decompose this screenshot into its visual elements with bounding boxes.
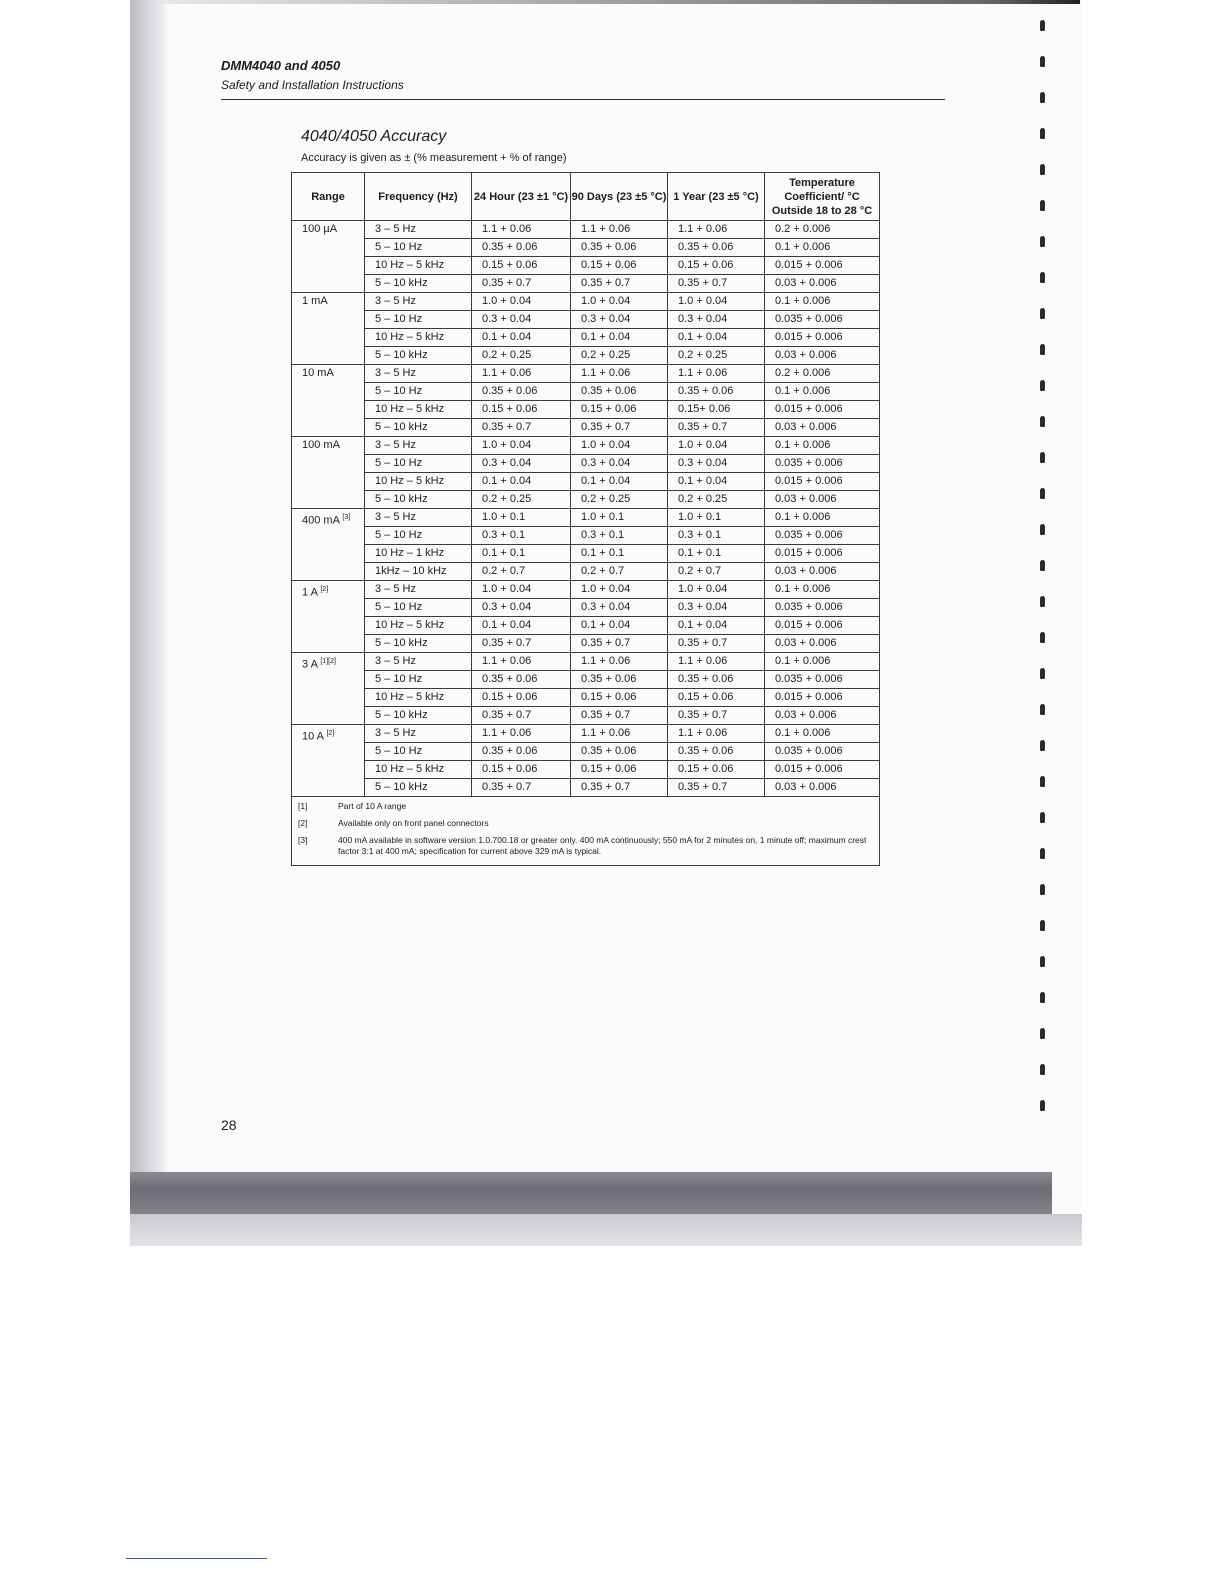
- temp-coefficient-cell: 0.015 + 0.006: [765, 689, 880, 707]
- temp-coefficient-cell: 0.2 + 0.006: [765, 365, 880, 383]
- footnote-text: Available only on front panel connectors: [338, 818, 489, 828]
- accuracy-90d-cell: 1.0 + 0.04: [571, 293, 668, 311]
- accuracy-24h-cell: 0.15 + 0.06: [472, 689, 571, 707]
- temp-coefficient-cell: 0.035 + 0.006: [765, 743, 880, 761]
- accuracy-90d-cell: 0.35 + 0.06: [571, 239, 668, 257]
- temp-coefficient-cell: 0.03 + 0.006: [765, 419, 880, 437]
- temp-coefficient-cell: 0.03 + 0.006: [765, 275, 880, 293]
- accuracy-90d-cell: 0.3 + 0.04: [571, 455, 668, 473]
- range-cell: [292, 725, 365, 797]
- binding-ring-mark: [1040, 524, 1045, 535]
- temp-coefficient-cell: 0.1 + 0.006: [765, 653, 880, 671]
- header-90-days: 90 Days (23 ±5 °C): [571, 173, 668, 221]
- temp-coefficient-cell: 0.03 + 0.006: [765, 779, 880, 797]
- footnotes: [292, 797, 880, 866]
- table-body: [292, 221, 880, 866]
- accuracy-90d-cell: 0.2 + 0.25: [571, 347, 668, 365]
- binding-ring-mark: [1040, 992, 1045, 1003]
- table-row: [292, 473, 880, 491]
- accuracy-24h-cell: 0.15 + 0.06: [472, 257, 571, 275]
- accuracy-90d-cell: 0.35 + 0.7: [571, 419, 668, 437]
- temp-coefficient-cell: 0.03 + 0.006: [765, 347, 880, 365]
- temp-coefficient-cell: 0.015 + 0.006: [765, 257, 880, 275]
- accuracy-1y-cell: 0.3 + 0.04: [668, 311, 765, 329]
- frequency-cell: 5 – 10 kHz: [365, 779, 472, 797]
- table-row: [292, 743, 880, 761]
- frequency-cell: 5 – 10 kHz: [365, 275, 472, 293]
- accuracy-24h-cell: 0.1 + 0.04: [472, 617, 571, 635]
- footnote-number: [1]: [298, 801, 308, 811]
- accuracy-1y-cell: 0.1 + 0.04: [668, 617, 765, 635]
- temp-coefficient-cell: 0.035 + 0.006: [765, 671, 880, 689]
- temp-coefficient-cell: 0.2 + 0.006: [765, 221, 880, 239]
- accuracy-24h-cell: 1.1 + 0.06: [472, 221, 571, 239]
- range-label: 1 mA: [302, 295, 328, 307]
- page-bottom-band: [130, 1172, 1052, 1214]
- accuracy-24h-cell: 1.0 + 0.04: [472, 293, 571, 311]
- table-row: [292, 635, 880, 653]
- binding-ring-mark: [1040, 596, 1045, 607]
- document-subtitle: Safety and Installation Instructions: [221, 78, 404, 92]
- temp-coefficient-cell: 0.1 + 0.006: [765, 293, 880, 311]
- temp-coefficient-cell: 0.03 + 0.006: [765, 491, 880, 509]
- range-cell: [292, 221, 365, 293]
- accuracy-24h-cell: 0.1 + 0.1: [472, 545, 571, 563]
- footnote: [298, 801, 873, 812]
- binding-ring-mark: [1040, 200, 1045, 211]
- frequency-cell: 3 – 5 Hz: [365, 653, 472, 671]
- accuracy-1y-cell: 0.35 + 0.06: [668, 671, 765, 689]
- accuracy-24h-cell: 0.2 + 0.25: [472, 347, 571, 365]
- section-title: 4040/4050 Accuracy: [301, 128, 447, 145]
- accuracy-1y-cell: 0.35 + 0.06: [668, 743, 765, 761]
- range-label: 10 A: [302, 730, 324, 743]
- table-row: [292, 347, 880, 365]
- range-footnote-ref: [2]: [326, 730, 335, 737]
- accuracy-24h-cell: 0.3 + 0.04: [472, 311, 571, 329]
- frequency-cell: 5 – 10 Hz: [365, 527, 472, 545]
- accuracy-1y-cell: 0.15 + 0.06: [668, 761, 765, 779]
- frequency-cell: 10 Hz – 5 kHz: [365, 329, 472, 347]
- table-row: [292, 329, 880, 347]
- accuracy-24h-cell: 0.2 + 0.25: [472, 491, 571, 509]
- frequency-cell: 3 – 5 Hz: [365, 581, 472, 599]
- table-row: [292, 563, 880, 581]
- frequency-cell: 10 Hz – 5 kHz: [365, 401, 472, 419]
- binding-ring-mark: [1040, 488, 1045, 499]
- header-frequency: Frequency (Hz): [365, 173, 472, 221]
- footnotes-row: [292, 797, 880, 866]
- frequency-cell: 10 Hz – 5 kHz: [365, 473, 472, 491]
- accuracy-1y-cell: 1.1 + 0.06: [668, 653, 765, 671]
- accuracy-24h-cell: 0.2 + 0.7: [472, 563, 571, 581]
- temp-coefficient-cell: 0.015 + 0.006: [765, 545, 880, 563]
- accuracy-90d-cell: 1.1 + 0.06: [571, 221, 668, 239]
- accuracy-24h-cell: 0.35 + 0.06: [472, 383, 571, 401]
- frequency-cell: 10 Hz – 5 kHz: [365, 257, 472, 275]
- accuracy-24h-cell: 0.1 + 0.04: [472, 329, 571, 347]
- accuracy-24h-cell: 0.35 + 0.7: [472, 779, 571, 797]
- accuracy-24h-cell: 0.3 + 0.04: [472, 599, 571, 617]
- accuracy-90d-cell: 0.3 + 0.1: [571, 527, 668, 545]
- accuracy-90d-cell: 0.1 + 0.04: [571, 473, 668, 491]
- accuracy-1y-cell: 1.0 + 0.04: [668, 581, 765, 599]
- range-label: 100 µA: [302, 223, 338, 235]
- binding-ring-mark: [1040, 956, 1045, 967]
- range-label: 400 mA: [302, 514, 340, 527]
- accuracy-1y-cell: 0.3 + 0.04: [668, 455, 765, 473]
- table-row: [292, 491, 880, 509]
- table-row: [292, 599, 880, 617]
- binding-ring-mark: [1040, 776, 1045, 787]
- accuracy-24h-cell: 0.35 + 0.06: [472, 239, 571, 257]
- accuracy-90d-cell: 1.0 + 0.04: [571, 581, 668, 599]
- accuracy-24h-cell: 0.15 + 0.06: [472, 761, 571, 779]
- binding-shadow: [130, 0, 168, 1246]
- binding-ring-mark: [1040, 20, 1045, 31]
- binding-ring-mark: [1040, 848, 1045, 859]
- frequency-cell: 3 – 5 Hz: [365, 437, 472, 455]
- frequency-cell: 3 – 5 Hz: [365, 509, 472, 527]
- accuracy-1y-cell: 0.35 + 0.7: [668, 707, 765, 725]
- accuracy-90d-cell: 1.1 + 0.06: [571, 653, 668, 671]
- accuracy-1y-cell: 0.1 + 0.1: [668, 545, 765, 563]
- accuracy-1y-cell: 1.1 + 0.06: [668, 725, 765, 743]
- table-row: [292, 221, 880, 239]
- header-range: Range: [292, 173, 365, 221]
- table-row: [292, 257, 880, 275]
- temp-coefficient-cell: 0.015 + 0.006: [765, 401, 880, 419]
- accuracy-24h-cell: 1.0 + 0.04: [472, 581, 571, 599]
- table-row: [292, 239, 880, 257]
- frequency-cell: 10 Hz – 1 kHz: [365, 545, 472, 563]
- table-row: [292, 365, 880, 383]
- footnote: [298, 835, 873, 857]
- table-row: [292, 527, 880, 545]
- accuracy-1y-cell: 0.35 + 0.06: [668, 239, 765, 257]
- table-row: [292, 761, 880, 779]
- accuracy-90d-cell: 0.35 + 0.7: [571, 779, 668, 797]
- accuracy-1y-cell: 0.3 + 0.04: [668, 599, 765, 617]
- temp-coefficient-cell: 0.1 + 0.006: [765, 509, 880, 527]
- frequency-cell: 5 – 10 Hz: [365, 383, 472, 401]
- accuracy-90d-cell: 0.35 + 0.7: [571, 635, 668, 653]
- frequency-cell: 5 – 10 Hz: [365, 599, 472, 617]
- footnote-text: 400 mA available in software version 1.0.700.18 or greater only. 400 mA continuously; 550 mA for 2 minutes on, 1 minute off; maximum crest factor 3:1 at 400 mA; specification for current above 329 mA is typical.: [338, 835, 867, 856]
- table-row: [292, 581, 880, 599]
- accuracy-1y-cell: 0.1 + 0.04: [668, 473, 765, 491]
- accuracy-90d-cell: 0.35 + 0.7: [571, 707, 668, 725]
- accuracy-90d-cell: 1.1 + 0.06: [571, 725, 668, 743]
- binding-ring-mark: [1040, 416, 1045, 427]
- table-row: [292, 311, 880, 329]
- accuracy-24h-cell: 1.1 + 0.06: [472, 365, 571, 383]
- accuracy-24h-cell: 0.3 + 0.1: [472, 527, 571, 545]
- accuracy-1y-cell: 0.2 + 0.25: [668, 347, 765, 365]
- binding-ring-mark: [1040, 56, 1045, 67]
- accuracy-24h-cell: 1.0 + 0.04: [472, 437, 571, 455]
- temp-coefficient-cell: 0.015 + 0.006: [765, 617, 880, 635]
- footnote-number: [2]: [298, 818, 308, 828]
- accuracy-1y-cell: 0.35 + 0.7: [668, 275, 765, 293]
- table-row: [292, 275, 880, 293]
- temp-coefficient-cell: 0.03 + 0.006: [765, 707, 880, 725]
- accuracy-90d-cell: 0.35 + 0.06: [571, 383, 668, 401]
- accuracy-90d-cell: 0.2 + 0.25: [571, 491, 668, 509]
- table-row: [292, 401, 880, 419]
- accuracy-24h-cell: 0.3 + 0.04: [472, 455, 571, 473]
- binding-ring-mark: [1040, 668, 1045, 679]
- page-number: 28: [221, 1117, 237, 1133]
- accuracy-1y-cell: 0.35 + 0.7: [668, 779, 765, 797]
- binding-ring-mark: [1040, 812, 1045, 823]
- binding-ring-mark: [1040, 920, 1045, 931]
- accuracy-24h-cell: 0.1 + 0.04: [472, 473, 571, 491]
- table-row: [292, 293, 880, 311]
- binding-ring-mark: [1040, 1100, 1045, 1111]
- temp-coefficient-cell: 0.03 + 0.006: [765, 563, 880, 581]
- table-row: [292, 707, 880, 725]
- range-label: 10 mA: [302, 367, 334, 379]
- accuracy-1y-cell: 0.1 + 0.04: [668, 329, 765, 347]
- table-row: [292, 437, 880, 455]
- binding-ring-mark: [1040, 740, 1045, 751]
- binding-ring-mark: [1040, 884, 1045, 895]
- accuracy-90d-cell: 0.1 + 0.1: [571, 545, 668, 563]
- accuracy-90d-cell: 0.1 + 0.04: [571, 617, 668, 635]
- accuracy-90d-cell: 0.15 + 0.06: [571, 257, 668, 275]
- binding-ring-mark: [1040, 1064, 1045, 1075]
- accuracy-1y-cell: 0.2 + 0.25: [668, 491, 765, 509]
- section-note: Accuracy is given as ± (% measurement + % of range): [301, 152, 567, 164]
- frequency-cell: 3 – 5 Hz: [365, 221, 472, 239]
- accuracy-24h-cell: 1.1 + 0.06: [472, 653, 571, 671]
- range-cell: [292, 293, 365, 365]
- frequency-cell: 5 – 10 kHz: [365, 491, 472, 509]
- frequency-cell: 5 – 10 kHz: [365, 419, 472, 437]
- accuracy-24h-cell: 0.35 + 0.7: [472, 275, 571, 293]
- frequency-cell: 5 – 10 Hz: [365, 743, 472, 761]
- range-cell: [292, 653, 365, 725]
- accuracy-table: [291, 172, 880, 866]
- accuracy-90d-cell: 0.2 + 0.7: [571, 563, 668, 581]
- frequency-cell: 3 – 5 Hz: [365, 725, 472, 743]
- document-title: DMM4040 and 4050: [221, 58, 341, 73]
- frequency-cell: 1kHz – 10 kHz: [365, 563, 472, 581]
- table-row: [292, 455, 880, 473]
- table-row: [292, 779, 880, 797]
- accuracy-90d-cell: 0.35 + 0.06: [571, 671, 668, 689]
- temp-coefficient-cell: 0.1 + 0.006: [765, 437, 880, 455]
- table-row: [292, 383, 880, 401]
- frequency-cell: 10 Hz – 5 kHz: [365, 617, 472, 635]
- page-bottom-fade: [130, 1214, 1082, 1246]
- accuracy-1y-cell: 0.2 + 0.7: [668, 563, 765, 581]
- range-cell: [292, 437, 365, 509]
- accuracy-1y-cell: 1.0 + 0.1: [668, 509, 765, 527]
- accuracy-90d-cell: 0.35 + 0.06: [571, 743, 668, 761]
- temp-coefficient-cell: 0.035 + 0.006: [765, 311, 880, 329]
- accuracy-90d-cell: 0.3 + 0.04: [571, 599, 668, 617]
- table-row: [292, 653, 880, 671]
- temp-coefficient-cell: 0.015 + 0.006: [765, 473, 880, 491]
- accuracy-90d-cell: 1.0 + 0.1: [571, 509, 668, 527]
- binding-ring-mark: [1040, 308, 1045, 319]
- table-row: [292, 671, 880, 689]
- header-temperature-coefficient: Temperature Coefficient/ °C Outside 18 to 28 °C: [765, 173, 880, 221]
- accuracy-24h-cell: 1.1 + 0.06: [472, 725, 571, 743]
- accuracy-90d-cell: 0.15 + 0.06: [571, 761, 668, 779]
- accuracy-24h-cell: 0.35 + 0.7: [472, 419, 571, 437]
- header-divider: [221, 99, 945, 100]
- frequency-cell: 10 Hz – 5 kHz: [365, 689, 472, 707]
- range-label: 1 A: [302, 586, 318, 599]
- accuracy-90d-cell: 0.1 + 0.04: [571, 329, 668, 347]
- binding-ring-mark: [1040, 452, 1045, 463]
- frequency-cell: 5 – 10 kHz: [365, 707, 472, 725]
- temp-coefficient-cell: 0.1 + 0.006: [765, 239, 880, 257]
- temp-coefficient-cell: 0.035 + 0.006: [765, 455, 880, 473]
- accuracy-24h-cell: 0.15 + 0.06: [472, 401, 571, 419]
- table-row: [292, 725, 880, 743]
- range-label: 3 A: [302, 658, 318, 671]
- footnote-number: [3]: [298, 835, 308, 845]
- binding-ring-mark: [1040, 128, 1045, 139]
- table-row: [292, 545, 880, 563]
- table-row: [292, 509, 880, 527]
- header-1-year: 1 Year (23 ±5 °C): [668, 173, 765, 221]
- accuracy-1y-cell: 1.0 + 0.04: [668, 437, 765, 455]
- accuracy-1y-cell: 0.35 + 0.06: [668, 383, 765, 401]
- accuracy-24h-cell: 0.35 + 0.7: [472, 635, 571, 653]
- temp-coefficient-cell: 0.03 + 0.006: [765, 635, 880, 653]
- range-footnote-ref: [2]: [320, 586, 329, 593]
- accuracy-90d-cell: 1.0 + 0.04: [571, 437, 668, 455]
- accuracy-90d-cell: 0.3 + 0.04: [571, 311, 668, 329]
- header-24-hour: 24 Hour (23 ±1 °C): [472, 173, 571, 221]
- range-cell: [292, 365, 365, 437]
- footnote: [298, 818, 873, 829]
- page-top-edge: [160, 0, 1080, 4]
- binding-rings: [1030, 20, 1060, 1140]
- temp-coefficient-cell: 0.015 + 0.006: [765, 761, 880, 779]
- range-footnote-ref: [1][2]: [320, 658, 336, 665]
- binding-ring-mark: [1040, 236, 1045, 247]
- accuracy-90d-cell: 0.15 + 0.06: [571, 689, 668, 707]
- accuracy-1y-cell: 0.15 + 0.06: [668, 689, 765, 707]
- accuracy-1y-cell: 1.1 + 0.06: [668, 365, 765, 383]
- frequency-cell: 5 – 10 kHz: [365, 347, 472, 365]
- frequency-cell: 3 – 5 Hz: [365, 293, 472, 311]
- accuracy-1y-cell: 1.0 + 0.04: [668, 293, 765, 311]
- table-row: [292, 689, 880, 707]
- temp-coefficient-cell: 0.1 + 0.006: [765, 383, 880, 401]
- frequency-cell: 5 – 10 Hz: [365, 671, 472, 689]
- accuracy-1y-cell: 0.35 + 0.7: [668, 635, 765, 653]
- frequency-cell: 5 – 10 Hz: [365, 311, 472, 329]
- bottom-link-underline: [126, 1558, 267, 1559]
- accuracy-1y-cell: 0.15+ 0.06: [668, 401, 765, 419]
- binding-ring-mark: [1040, 164, 1045, 175]
- frequency-cell: 3 – 5 Hz: [365, 365, 472, 383]
- binding-ring-mark: [1040, 92, 1045, 103]
- temp-coefficient-cell: 0.015 + 0.006: [765, 329, 880, 347]
- accuracy-1y-cell: 0.15 + 0.06: [668, 257, 765, 275]
- binding-ring-mark: [1040, 272, 1045, 283]
- binding-ring-mark: [1040, 344, 1045, 355]
- range-cell: [292, 581, 365, 653]
- accuracy-90d-cell: 0.35 + 0.7: [571, 275, 668, 293]
- accuracy-24h-cell: 1.0 + 0.1: [472, 509, 571, 527]
- binding-ring-mark: [1040, 632, 1045, 643]
- binding-ring-mark: [1040, 380, 1045, 391]
- frequency-cell: 10 Hz – 5 kHz: [365, 761, 472, 779]
- binding-ring-mark: [1040, 560, 1045, 571]
- temp-coefficient-cell: 0.035 + 0.006: [765, 527, 880, 545]
- accuracy-90d-cell: 1.1 + 0.06: [571, 365, 668, 383]
- accuracy-1y-cell: 0.35 + 0.7: [668, 419, 765, 437]
- range-cell: [292, 509, 365, 581]
- accuracy-24h-cell: 0.35 + 0.06: [472, 671, 571, 689]
- accuracy-24h-cell: 0.35 + 0.7: [472, 707, 571, 725]
- accuracy-1y-cell: 0.3 + 0.1: [668, 527, 765, 545]
- range-label: 100 mA: [302, 439, 340, 451]
- range-footnote-ref: [3]: [342, 514, 351, 521]
- accuracy-90d-cell: 0.15 + 0.06: [571, 401, 668, 419]
- binding-ring-mark: [1040, 704, 1045, 715]
- footnote-text: Part of 10 A range: [338, 801, 407, 811]
- table-row: [292, 617, 880, 635]
- frequency-cell: 5 – 10 Hz: [365, 239, 472, 257]
- temp-coefficient-cell: 0.1 + 0.006: [765, 581, 880, 599]
- temp-coefficient-cell: 0.1 + 0.006: [765, 725, 880, 743]
- binding-ring-mark: [1040, 1028, 1045, 1039]
- temp-coefficient-cell: 0.035 + 0.006: [765, 599, 880, 617]
- frequency-cell: 5 – 10 kHz: [365, 635, 472, 653]
- frequency-cell: 5 – 10 Hz: [365, 455, 472, 473]
- table-row: [292, 419, 880, 437]
- table-header-row: [292, 173, 880, 221]
- accuracy-24h-cell: 0.35 + 0.06: [472, 743, 571, 761]
- accuracy-1y-cell: 1.1 + 0.06: [668, 221, 765, 239]
